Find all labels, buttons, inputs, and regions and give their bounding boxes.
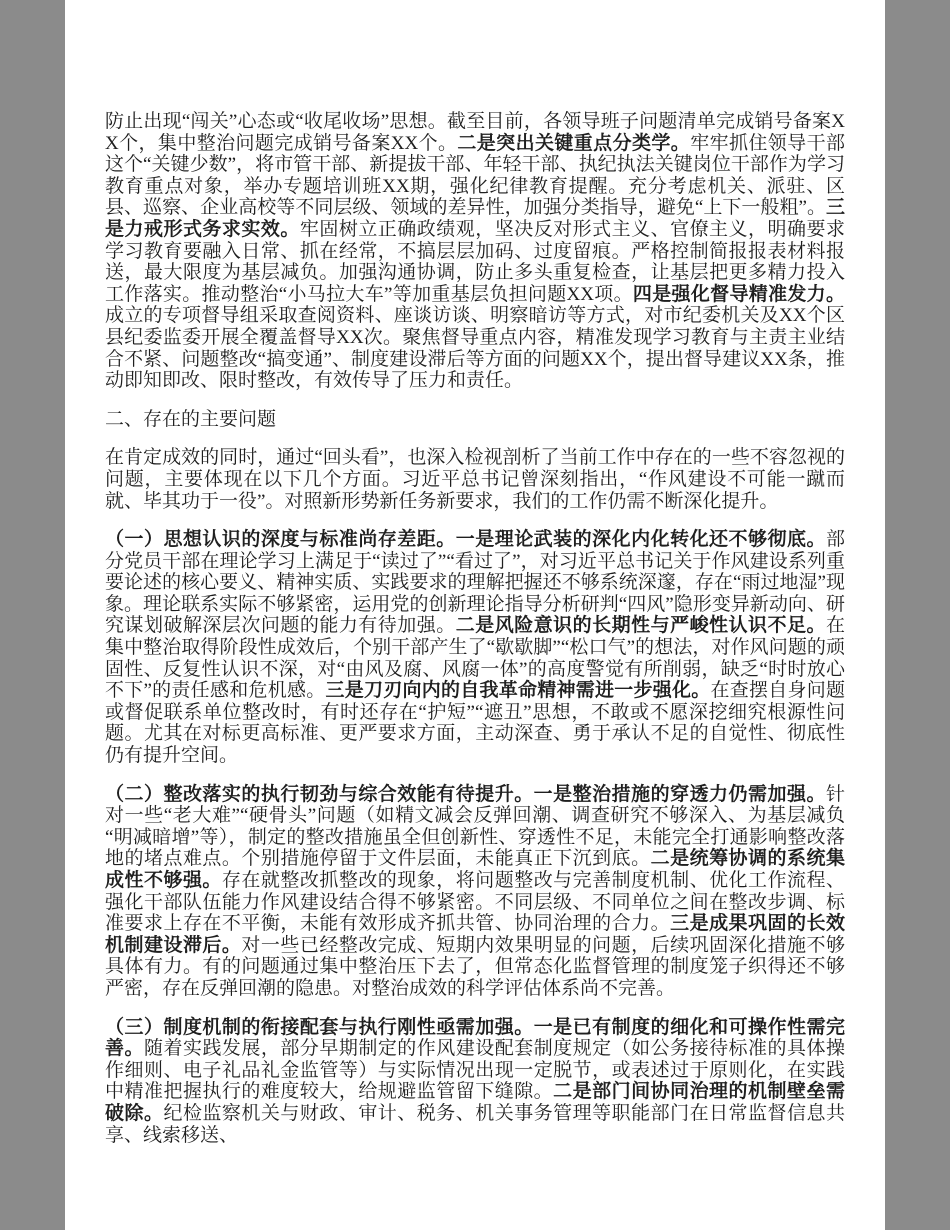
text-run: 随着实践发展，部分早期制定的作风建设配套制度规定（如公务接待标准的具体操作细则、电子礼品礼金监管等）与实际情况出现一定脱节，或表述过于原则化，在实践中精准把握执行的难度较大，给规避监管留下缝隙。 (105, 1038, 845, 1103)
text-run: 在肯定成效的同时，通过“回头看”，也深入检视剖析了当前工作中存在的一些不容忽视的问题，主要体现在以下几个方面。习近平总书记曾深刻指出，“作风建设不可能一蹴而就、毕其功于一役”。对照新形势新任务新要求，我们的工作仍需不断深化提升。 (105, 447, 845, 512)
text-run: 在集中整治取得阶段性成效后，个别干部产生了“歇歇脚”“松口气”的想法，对作风问题的顽固性、反复性认识不深，对“由风及腐、风腐一体”的高度警觉有所削弱，缺乏“时时放心不下”的责任感和危机感。 (105, 615, 845, 702)
text-run: 牢固树立正确政绩观，坚决反对形式主义、官僚主义，明确要求学习教育要融入日常、抓在经常，不搞层层加码、过度留痕。严格控制简报报表材料报送，最大限度为基层减负。加强沟通协调，防止多头重复检查，让基层把更多精力投入工作落实。推动整治“小马拉大车”等加重基层负担问题XX项。 (105, 218, 845, 305)
text-run-bold: （三）制度机制的衔接配套与执行刚性亟需加强。一是已有制度的细化和可操作性需完善。 (105, 1016, 845, 1060)
text-run: 针对一些“老大难”“硬骨头”问题（如精文减会反弹回潮、调查研究不够深入、为基层减负“明减暗增”等），制定的整改措施虽全但创新性、穿透性不足，未能完全打通影响整改落地的堵点难点。个别措施停留于文件层面，未能真正下沉到底。 (105, 783, 845, 870)
paragraph (105, 784, 845, 1000)
paragraph (105, 529, 845, 767)
text-run-bold: 二是突出关键重点分类学。 (457, 132, 691, 154)
paragraph (105, 447, 845, 512)
text-run-bold: 四是强化督导精准发力。 (632, 283, 845, 305)
text-run-bold: 三是力戒形式务求实效。 (105, 197, 845, 240)
text-run-bold: （一）思想认识的深度与标准尚存差距。一是理论武装的深化内化转化还不够彻底。 (105, 529, 826, 551)
text-run-bold: 三是成果巩固的长效机制建设滞后。 (105, 913, 845, 956)
text-run: 防止出现“闯关”心态或“收尾收场”思想。截至目前，各领导班子问题清单完成销号备案XX个，集中整治问题完成销号备案XX个。 (105, 111, 845, 154)
text-run: 成立的专项督导组采取查阅资料、座谈访谈、明察暗访等方式，对市纪委机关及XX个区县纪委监委开展全覆盖督导XX次。聚焦督导重点内容，精准发现学习教育与主责主业结合不紧、问题整改“搞变通”、制度建设滞后等方面的问题XX个，提出督导建议XX条，推动即知即改、限时整改，有效传导了压力和责任。 (105, 305, 845, 392)
text-run: 纪检监察机关与财政、审计、税务、机关事务管理等职能部门在日常监督信息共享、线索移送、 (105, 1102, 845, 1146)
text-run: 二、存在的主要问题 (105, 408, 277, 430)
paragraph (105, 1017, 845, 1147)
text-run-bold: 三是刀刃向内的自我革命精神需进一步强化。 (325, 680, 711, 702)
text-run: 部分党员干部在理论学习上满足于“读过了”“看过了”，对习近平总书记关于作风建设系列重要论述的核心要义、精神实质、实践要求的理解把握还不够系统深邃，存在“雨过地湿”现象。理论联系实际不够紧密，运用党的创新理论指导分析研判“四风”隐形变异新动向、研究谋划破解深层次问题的能力有待加强。 (105, 529, 845, 637)
text-run: 对一些已经整改完成、短期内效果明显的问题，后续巩固深化措施不够具体有力。有的问题通过集中整治压下去了，但常态化监督管理的制度笼子织得还不够严密，存在反弹回潮的隐患。对整治成效的科学评估体系尚不完善。 (105, 934, 845, 999)
section-heading (105, 409, 845, 431)
text-run: 存在就整改抓整改的现象，将问题整改与完善制度机制、优化工作流程、强化干部队伍能力作风建设结合得不够紧密。不同层级、不同单位之间在整改步调、标准要求上存在不平衡，未能有效形成齐抓共管、协同治理的合力。 (105, 870, 845, 935)
text-run: 牢牢抓住领导干部这个“关键少数”，将市管干部、新提拔干部、年轻干部、执纪执法关键岗位干部作为学习教育重点对象，举办专题培训班XX期，强化纪律教育提醒。充分考虑机关、派驻、区县、巡察、企业高校等不同层级、领域的差异性，加强分类指导，避免“上下一般粗”。 (105, 132, 845, 219)
text-run-bold: （二）整改落实的执行韧劲与综合效能有待提升。一是整治措施的穿透力仍需加强。 (105, 783, 826, 805)
text-run: 在查摆自身问题或督促联系单位整改时，有时还存在“护短”“遮丑”思想，不敢或不愿深挖细究根源性问题。尤其在对标更高标准、更严要求方面，主动深查、勇于承认不足的自觉性、彻底性仍有提升空间。 (105, 680, 845, 767)
text-run-bold: 二是部门间协同治理的机制壁垒需破除。 (105, 1081, 845, 1124)
document-page (65, 0, 885, 1230)
paragraph (105, 111, 845, 392)
text-run-bold: 二是风险意识的长期性与严峻性认识不足。 (455, 615, 826, 637)
text-run-bold: 二是统筹协调的系统集成性不够强。 (105, 848, 845, 891)
